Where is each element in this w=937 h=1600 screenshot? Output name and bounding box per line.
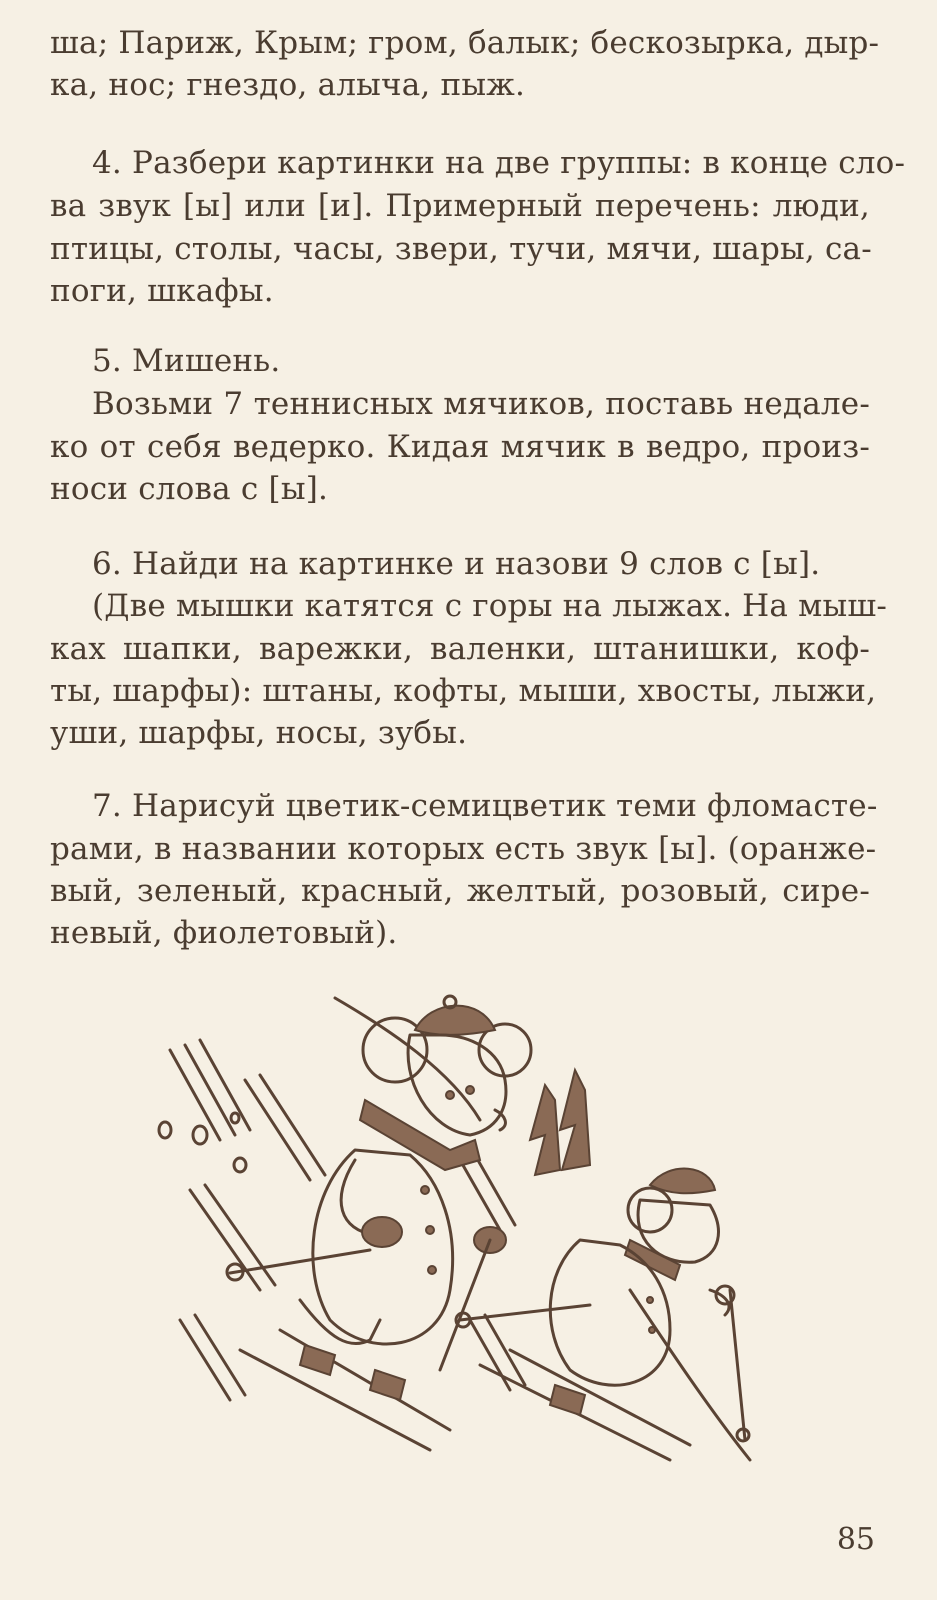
item-4-heading-line: 4. Разбери картинки на две группы: в конце сло- — [92, 145, 906, 181]
text-line: поги, шкафы. — [50, 273, 274, 309]
ski-2 — [510, 1350, 690, 1445]
ski-pole — [230, 1250, 370, 1273]
ear — [628, 1188, 672, 1232]
scarf — [360, 1100, 480, 1170]
hat — [415, 1006, 495, 1035]
item-5-heading: 5. Мишень. — [92, 343, 281, 379]
ski-pole-left — [460, 1305, 590, 1320]
cap — [650, 1169, 715, 1194]
text-line: ша; Париж, Крым; гром, балык; бескозырка, дыр- — [50, 25, 880, 61]
text-line: вый, зеленый, красный, желтый, розовый, сире- — [50, 873, 870, 909]
big-mouse — [227, 996, 531, 1450]
head — [408, 1035, 506, 1135]
small-mouse — [456, 1169, 749, 1460]
mitten — [362, 1217, 402, 1247]
illustration-svg — [150, 990, 790, 1470]
item-6-heading: 6. Найди на картинке и назови 9 слов с [ы]. — [92, 546, 821, 582]
boot — [550, 1385, 585, 1415]
text-line: уши, шарфы, носы, зубы. — [50, 715, 468, 751]
snowflakes — [159, 1113, 246, 1172]
text-line: ках шапки, варежки, валенки, штанишки, коф- — [50, 631, 870, 667]
fir-trees — [530, 1070, 590, 1175]
text-line: ва звук [ы] или [и]. Примерный перечень: люди, — [50, 188, 870, 224]
text-line: птицы, столы, часы, звери, тучи, мячи, шары, са- — [50, 231, 872, 267]
text-line: ко от себя ведерко. Кидая мячик в ведро, произ- — [50, 429, 870, 465]
boot-2 — [370, 1370, 405, 1400]
ski-pole — [730, 1290, 745, 1440]
page-number: 85 — [836, 1522, 875, 1557]
text-line: рами, в названии которых есть звук [ы]. (оранже- — [50, 831, 877, 867]
text-line: носи слова с [ы]. — [50, 471, 329, 507]
text-line: ка, нос; гнездо, алыча, пыж. — [50, 67, 526, 103]
two-mice-skiing-illustration — [150, 990, 790, 1470]
text-line: невый, фиолетовый). — [50, 915, 398, 951]
text-line: ты, шарфы): штаны, кофты, мыши, хвосты, лыжи, — [50, 673, 877, 709]
leg — [300, 1300, 380, 1344]
item-7-heading-line: 7. Нарисуй цветик-семицветик теми фломасте- — [92, 788, 878, 824]
boot — [300, 1345, 335, 1375]
text-line: (Две мышки катятся с горы на лыжах. На мыш- — [92, 588, 888, 624]
text-line: Возьми 7 теннисных мячиков, поставь недале- — [92, 386, 870, 422]
